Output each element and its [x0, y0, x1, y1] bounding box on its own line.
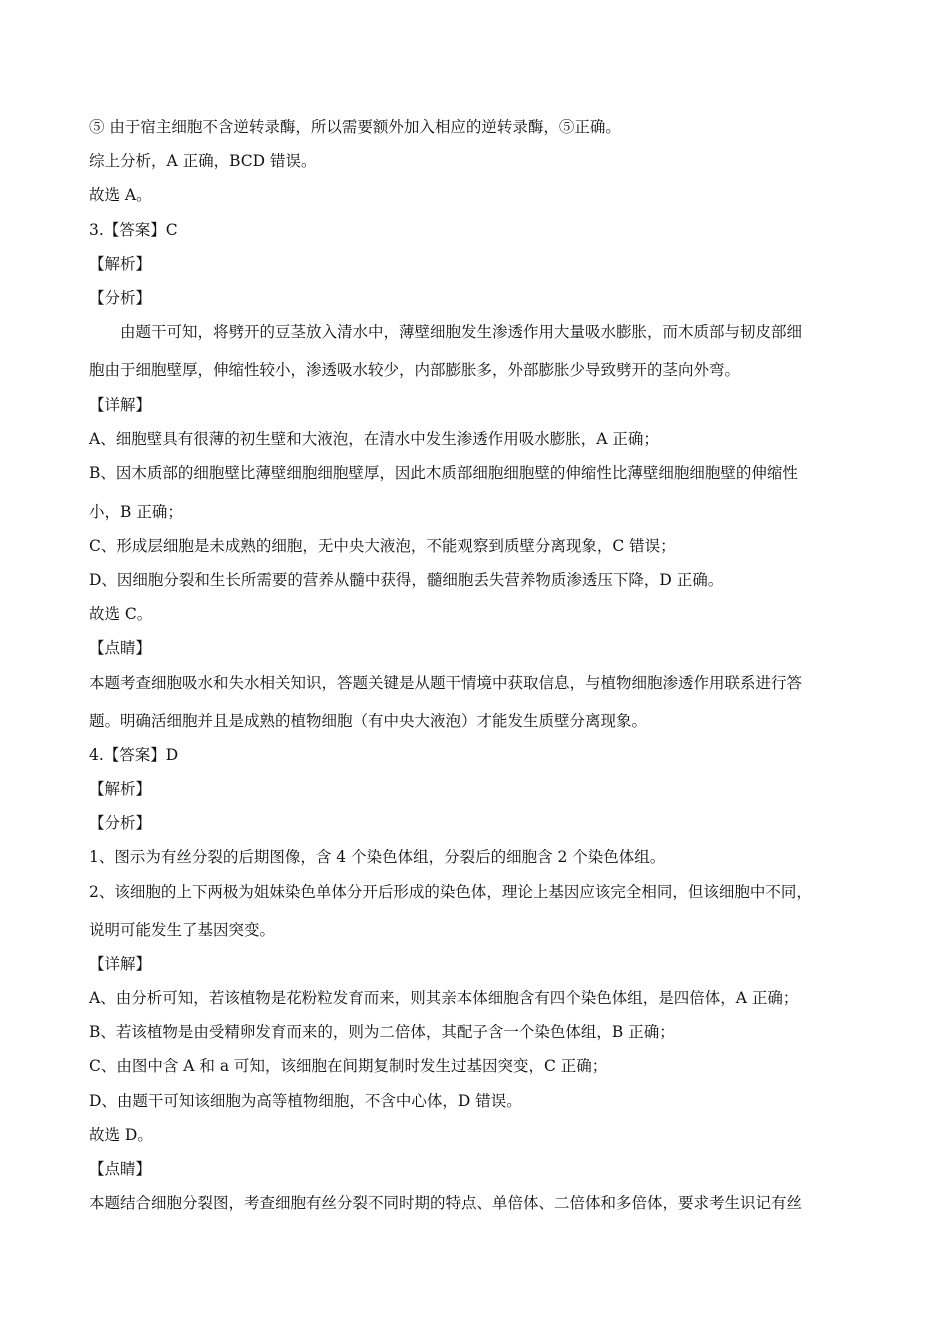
text-line: 由题干可知，将劈开的豆茎放入清水中，薄壁细胞发生渗透作用大量吸水膨胀，而木质部与韧皮部细 — [120, 323, 803, 341]
text-line: B、因木质部的细胞壁比薄壁细胞细胞壁厚，因此木质部细胞细胞壁的伸缩性比薄壁细胞细胞壁的伸缩性 — [89, 464, 798, 482]
section-label: 【详解】 — [89, 955, 152, 973]
text-line: D、由题干可知该细胞为高等植物细胞，不含中心体，D 错误。 — [89, 1092, 522, 1110]
text-line: 题。明确活细胞并且是成熟的植物细胞（有中央大液泡）才能发生质壁分离现象。 — [89, 712, 648, 730]
text-line: D、因细胞分裂和生长所需要的营养从髓中获得，髓细胞丢失营养物质渗透压下降，D 正确。 — [89, 571, 724, 589]
text-line: 综上分析，A 正确，BCD 错误。 — [89, 152, 317, 170]
section-label: 【分析】 — [89, 289, 152, 307]
answer-heading-3: 3.【答案】C — [89, 221, 178, 239]
text-line: 故选 A。 — [89, 186, 152, 204]
text-line: A、由分析可知，若该植物是花粉粒发育而来，则其亲本体细胞含有四个染色体组，是四倍体，A 正确； — [89, 989, 799, 1007]
text-line: C、形成层细胞是未成熟的细胞，无中央大液泡，不能观察到质壁分离现象，C 错误； — [89, 537, 676, 555]
section-label: 【点睛】 — [89, 639, 152, 657]
text-line: 故选 C。 — [89, 605, 153, 623]
text-line: 1、图示为有丝分裂的后期图像，含 4 个染色体组，分裂后的细胞含 2 个染色体组。 — [89, 848, 666, 866]
text-line: 本题考查细胞吸水和失水相关知识，答题关键是从题干情境中获取信息，与植物细胞渗透作用联系进行答 — [89, 674, 803, 692]
text-line: 故选 D。 — [89, 1126, 153, 1144]
text-line: B、若该植物是由受精卵发育而来的，则为二倍体，其配子含一个染色体组，B 正确； — [89, 1023, 675, 1041]
text-line: 小，B 正确； — [89, 503, 183, 521]
text-line: 2、该细胞的上下两极为姐妹染色单体分开后形成的染色体，理论上基因应该完全相同，但该细胞中不同， — [89, 883, 812, 901]
section-label: 【点睛】 — [89, 1160, 152, 1178]
section-label: 【分析】 — [89, 814, 152, 832]
section-label: 【详解】 — [89, 396, 152, 414]
text-line: 说明可能发生了基因突变。 — [89, 921, 276, 939]
text-line: ⑤ 由于宿主细胞不含逆转录酶，所以需要额外加入相应的逆转录酶，⑤正确。 — [89, 118, 621, 136]
answer-heading-4: 4.【答案】D — [89, 746, 179, 764]
text-line: C、由图中含 A 和 a 可知，该细胞在间期复制时发生过基因突变，C 正确； — [89, 1057, 608, 1075]
text-line: 本题结合细胞分裂图，考查细胞有丝分裂不同时期的特点、单倍体、二倍体和多倍体，要求考生识记有丝 — [89, 1194, 803, 1212]
text-line: 胞由于细胞壁厚，伸缩性较小，渗透吸水较少，内部膨胀多，外部膨胀少导致劈开的茎向外弯。 — [89, 361, 741, 379]
section-label: 【解析】 — [89, 255, 152, 273]
section-label: 【解析】 — [89, 780, 152, 798]
text-line: A、细胞壁具有很薄的初生壁和大液泡，在清水中发生渗透作用吸水膨胀，A 正确； — [89, 430, 659, 448]
